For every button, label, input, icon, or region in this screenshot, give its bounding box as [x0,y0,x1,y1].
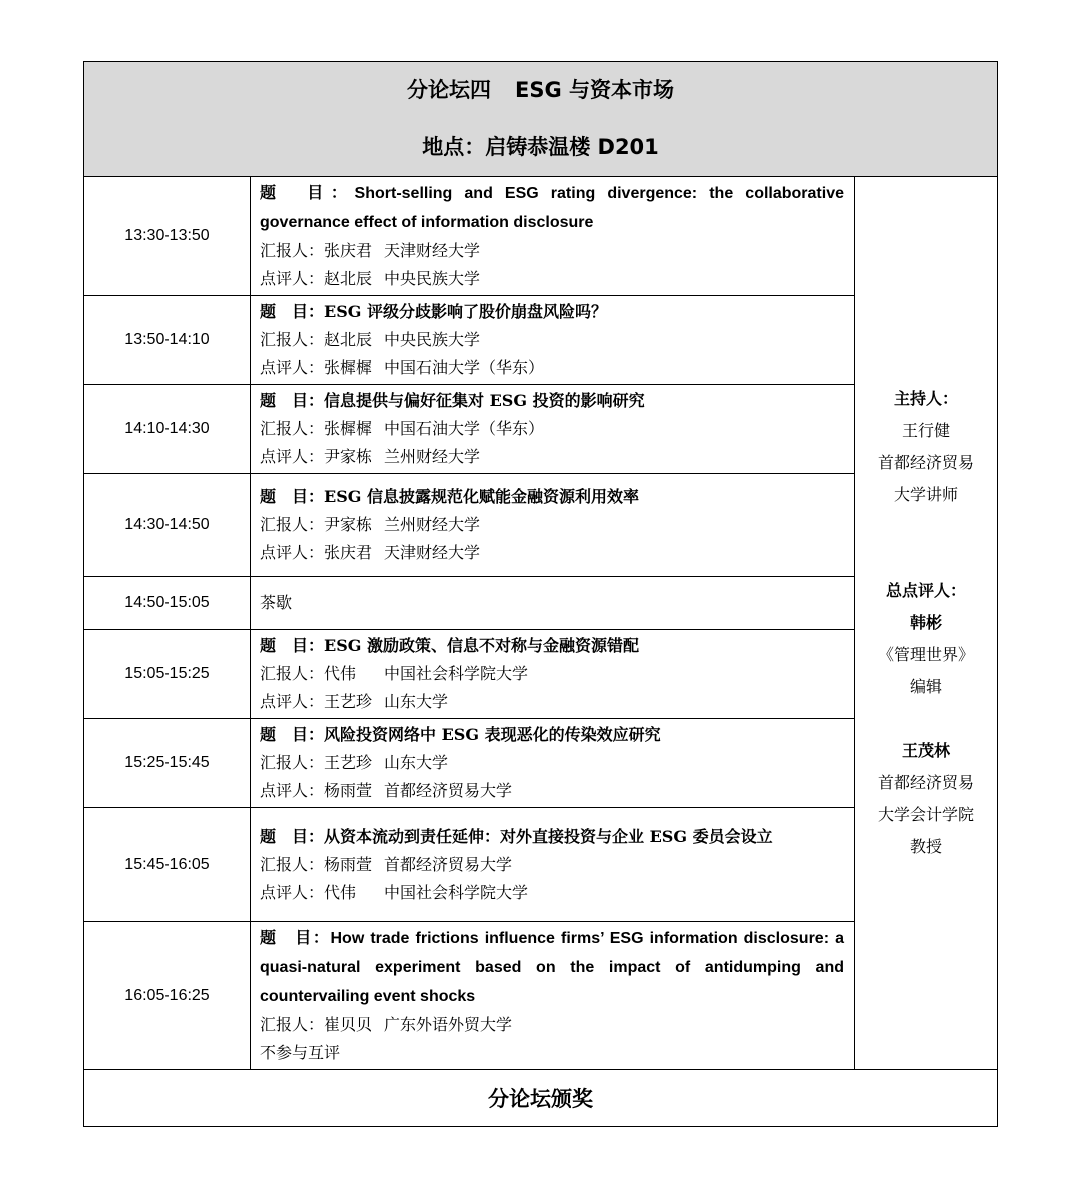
session-time: 13:30-13:50 [84,177,251,296]
session-detail [251,296,855,385]
reviewer-org: 《管理世界》 [877,645,974,664]
commenter-org: 中央民族大学 [384,269,481,288]
session-time: 15:25-15:45 [84,719,251,808]
session-title: 题 目：信息提供与偏好征集对 ESG 投资的影响研究 [260,391,645,410]
session-detail [251,922,855,1070]
commenter-org: 中国社会科学院大学 [384,882,529,902]
reviewer-label: 总点评人： [885,581,966,600]
presenter-org: 中央民族大学 [384,330,481,349]
reviewer-org: 教授 [909,837,942,856]
reviewer-org: 首都经济贸易 [877,773,974,792]
moderator-label: 主持人： [893,389,958,408]
commenter-line: 点评人：代伟 中国社会科学院大学 [260,879,844,907]
session-title: 题 目：Short-selling and ESG rating divergence: the collaborative governance effect of information disclosure [260,183,844,231]
commenter-name: 张庆君 [324,543,373,562]
session-title: 题 目：ESG 激励政策、信息不对称与金融资源错配 [260,636,640,655]
commenter-line: 点评人：张樨樨 中国石油大学（华东） [260,354,844,382]
forum-header [84,62,998,177]
commenter-name: 张樨樨 [324,358,373,377]
commenter-org: 天津财经大学 [384,543,481,562]
session-time: 14:30-14:50 [84,474,251,577]
forum-venue: 地点：启铸恭温楼 D201 [422,135,659,159]
presenter-line: 汇报人：杨雨萱 首都经济贸易大学 [260,851,844,879]
break-label: 茶歇 [251,577,855,630]
schedule-table [83,61,998,1127]
session-detail [251,177,855,296]
session-title: 题 目：How trade frictions influence firms’ ESG information disclosure: a quasi-natural experiment based on the impact of antidumping and countervailing event shocks [260,928,844,1005]
commenter-line: 点评人：张庆君 天津财经大学 [260,539,844,567]
session-note: 不参与互评 [260,1043,341,1062]
session-time: 15:05-15:25 [84,630,251,719]
presenter-line: 汇报人：崔贝贝 广东外语外贸大学 [260,1011,844,1039]
presenter-line: 汇报人：张樨樨 中国石油大学（华东） [260,415,844,443]
session-time: 14:10-14:30 [84,385,251,474]
reviewer-org: 大学会计学院 [877,805,974,824]
session-title: 题 目：从资本流动到责任延伸：对外直接投资与企业 ESG 委员会设立 [260,826,773,846]
commenter-line: 点评人：赵北辰 中央民族大学 [260,265,844,293]
session-time: 14:50-15:05 [84,577,251,630]
moderator-org: 首都经济贸易 [877,453,974,472]
commenter-line: 点评人：王艺珍 山东大学 [260,688,844,716]
session-detail [251,808,855,922]
session-detail [251,719,855,808]
presenter-name: 赵北辰 [324,330,373,349]
session-title: 题 目：ESG 评级分歧影响了股价崩盘风险吗？ [260,302,608,321]
session-detail [251,474,855,577]
host-panel [855,177,998,1070]
commenter-name: 杨雨萱 [324,781,373,800]
forum-title [84,62,997,118]
commenter-name: 代伟 [324,882,357,902]
moderator-name: 王行健 [901,421,950,440]
session-title: 题 目：风险投资网络中 ESG 表现恶化的传染效应研究 [260,725,661,744]
commenter-name: 赵北辰 [324,269,373,288]
presenter-org: 兰州财经大学 [384,515,481,534]
presenter-line: 汇报人：赵北辰 中央民族大学 [260,326,844,354]
footer-row [84,1070,998,1127]
presenter-name: 尹家栋 [324,515,373,534]
moderator-org: 大学讲师 [893,485,958,504]
presenter-name: 崔贝贝 [324,1015,373,1034]
reviewer-name: 韩彬 [909,613,942,632]
presenter-org: 广东外语外贸大学 [384,1015,513,1034]
commenter-line: 点评人：杨雨萱 首都经济贸易大学 [260,777,844,805]
session-title: 题 目：ESG 信息披露规范化赋能金融资源利用效率 [260,487,640,506]
reviewer-org: 编辑 [909,677,942,696]
presenter-org: 中国石油大学（华东） [384,419,545,438]
presenter-name: 杨雨萱 [324,854,373,874]
presenter-name: 王艺珍 [324,753,373,772]
presenter-org: 中国社会科学院大学 [384,664,529,683]
session-detail [251,630,855,719]
commenter-org: 山东大学 [384,692,449,711]
commenter-name: 尹家栋 [324,447,373,466]
presenter-line: 汇报人：张庆君 天津财经大学 [260,237,844,265]
session-detail [251,385,855,474]
commenter-org: 中国石油大学（华东） [384,358,545,377]
commenter-org: 兰州财经大学 [384,447,481,466]
session-time: 16:05-16:25 [84,922,251,1070]
presenter-line: 汇报人：尹家栋 兰州财经大学 [260,511,844,539]
session-row [84,177,998,296]
presenter-name: 代伟 [324,664,357,683]
award-ceremony: 分论坛颁奖 [84,1070,998,1127]
forum-number: 分论坛四 [406,78,491,102]
presenter-org: 山东大学 [384,753,449,772]
header-row [84,62,998,177]
forum-theme: ESG 与资本市场 [514,78,675,102]
reviewer-name: 王茂林 [901,741,950,760]
presenter-line: 汇报人：王艺珍 山东大学 [260,749,844,777]
commenter-line: 点评人：尹家栋 兰州财经大学 [260,443,844,471]
forum-schedule-sheet [83,61,997,1127]
presenter-org: 天津财经大学 [384,241,481,260]
presenter-line: 汇报人：代伟 中国社会科学院大学 [260,660,844,688]
presenter-name: 张庆君 [324,241,373,260]
commenter-name: 王艺珍 [324,692,373,711]
presenter-name: 张樨樨 [324,419,373,438]
session-time: 15:45-16:05 [84,808,251,922]
commenter-org: 首都经济贸易大学 [384,781,513,800]
presenter-org: 首都经济贸易大学 [384,854,513,874]
session-time: 13:50-14:10 [84,296,251,385]
